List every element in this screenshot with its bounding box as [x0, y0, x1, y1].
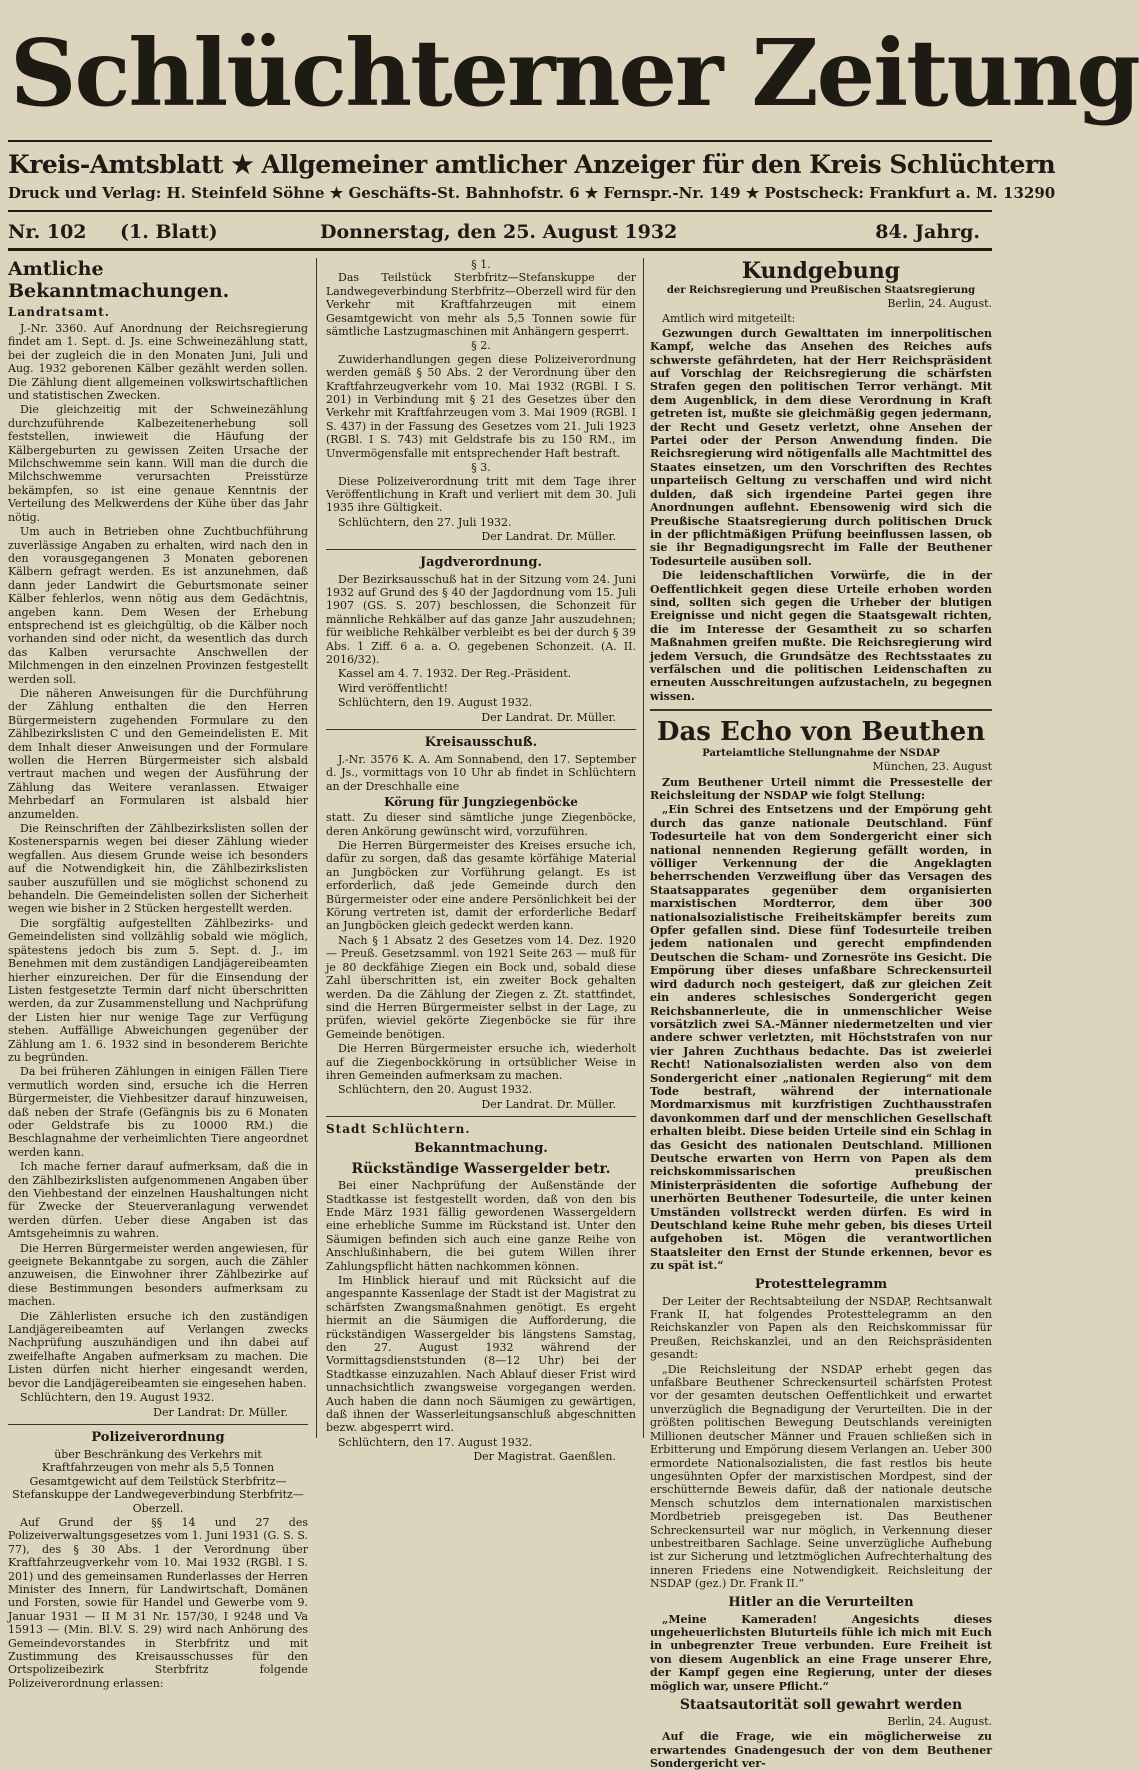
masthead: [0, 0, 1139, 250]
article-body: [650, 1613, 992, 1693]
dateline: Berlin, 24. August.: [887, 1715, 992, 1728]
paragraph: Diese Polizeiverordnung tritt mit dem Tage ihrer Veröffentlichung in Kraft und verliert mit dem 30. Juli 1935 ihre Gültigkeit.: [326, 474, 636, 515]
paragraph-symbol: § 2.: [471, 339, 491, 353]
paragraph: Die näheren Anweisungen für die Durchführung der Zählung enthalten die den Herren Bürgermeistern zugehenden Formulare zu den Zählbezirkslisten C und den Gemeindelisten E. Mit dem Inhalt dieser Anweisungen und der Formulare wollen die Herren Bürgermeister sich alsbald vertraut machen und wegen der Ausführung der Zählung das Weitere veranlassen. Etwaiger Mehrbedarf an Formularen ist alsbald hier anzumelden.: [8, 686, 308, 821]
article-headline: Kundgebung: [741, 258, 901, 284]
volume-year: 84. Jahrg.: [875, 221, 980, 243]
section-heading: Polizeiverordnung: [91, 1429, 225, 1445]
dateline: München, 23. August: [872, 760, 992, 774]
masthead-rule: [8, 248, 992, 251]
divider: [326, 1116, 636, 1117]
paragraph: Die Reinschriften der Zählbezirkslisten sollen der Kostenersparnis wegen bei dieser Zählung wieder wegfallen. Aus diesem Grunde weise ich besonders auf die Notwendigkeit hin, die Zählbezirkslisten sauber auszufüllen und sie möglichst schonend zu behandeln. Die Gemeindelisten sollen der Sicherheit wegen wie bisher in 2 Stücken hergestellt werden.: [8, 822, 308, 916]
paragraph: Auf die Frage, wie ein möglicherweise zu erwartendes Gnadengesuch der von dem Beuthener Sondergericht ver-: [650, 1730, 992, 1771]
subheading: Körung für Jungziegenböcke: [384, 795, 578, 810]
article-headline: Das Echo von Beuthen: [656, 717, 986, 748]
paragraph: Auf Grund der §§ 14 und 27 des Polizeiverwaltungsgesetzes vom 1. Juni 1931 (G. S. S. 77), des § 30 Abs. 1 der Verordnung über Kraftfahrzeugverkehr vom 10. Mai 1932 (RGBl. I S. 201) und des gemeinsamen Runderlasses der Herren Minister des Innern, für Landwirtschaft, Domänen und Forsten, sowie für Handel und Gewerbe vom 9. Januar 1931 — II M 31 Nr. 157/30, I 9248 und Va 15913 — (Min. Bl.V. S. 29) wird nach Anhörung des Gemeindevorstandes in Sterbfritz und mit Zustimmung des Kreisausschusses für den Ortspolizeibezirk Sterbfritz folgende Polizeiverordnung erlassen:: [8, 1515, 308, 1690]
paragraph: Ich mache ferner darauf aufmerksam, daß die in den Zählbezirkslisten aufgenommenen Angaben über den Viehbestand der einzelnen Haushaltungen nicht für Zwecke der Steuerveranlagung verwendet werden dürfen. Ueber diese Angaben ist das Amtsgeheimnis zu wahren.: [8, 1160, 308, 1241]
signature: Der Landrat: Dr. Müller.: [153, 1405, 288, 1419]
subheading: Rückständige Wassergelder betr.: [351, 1161, 611, 1178]
paragraph: Die sorgfältig aufgestellten Zählbezirks- und Gemeindelisten sind vollzählig sobald wie möglich, spätestens jedoch bis zum 5. Sept. d. J., im Benehmen mit dem zuständigen Landjägereibeamten hierher einzureichen. Der für die Einsendung der Listen festgesetzte Termin darf nicht überschritten werden, da zur Zusammenstellung und Nachprüfung der Listen hier nur wenige Tage zur Verfügung stehen. Auffällige Abweichungen gegenüber der Zählung am 1. 6. 1932 sind in besonderem Berichte zu begründen.: [8, 916, 308, 1064]
signature-line: Kassel am 4. 7. 1932. Der Reg.-Präsident.: [338, 667, 572, 681]
divider: [8, 1424, 308, 1425]
column-divider: [316, 258, 317, 1438]
article-subheadline: der Reichsregierung und Preußischen Staatsregierung: [666, 285, 976, 296]
divider: [650, 709, 992, 711]
subheading: Hitler an die Verurteilten: [728, 1594, 914, 1610]
paragraph: Um auch in Betrieben ohne Zuchtbuchführung zuverlässige Angaben zu erhalten, wird nach den in den vorausgegangenen 3 Monaten geborenen Kälbern gefragt werden. Es ist anzunehmen, daß dann jeder Landwirt die Geburtsmonate seiner Kälber fehlerlos, wenn nötig aus dem Gedächtnis, angeben kann. Dem Wesen der Erhebung entsprechend ist es gleichgültig, ob die Kälber noch vorhanden sind oder nicht, da wesentlich das durch das Kalben verursachte Anschwellen der Milchmengen in den einzelnen Provinzen festgestellt werden soll.: [8, 525, 308, 686]
masthead-rule: [8, 210, 992, 212]
article-subheadline: Parteiamtliche Stellungnahme der NSDAP: [702, 748, 940, 760]
paragraph-symbol: § 1.: [471, 258, 491, 271]
section-heading: Jagdverordnung.: [419, 554, 542, 570]
paragraph: Nach § 1 Absatz 2 des Gesetzes vom 14. Dez. 1920 — Preuß. Gesetzsamml. von 1921 Seite 263 — muß für je 80 deckfähige Ziegen ein Bock und, sobald diese Zahl überschritten ist, ein zweiter Bock gehalten werden. Da die Zählung der Ziegen z. Zt. stattfindet, sind die Herren Bürgermeister selbst in der Lage, zu prüfen, wieviel gekörte Ziegenböcke sie für ihre Gemeinde benötigen.: [326, 933, 636, 1041]
sheet-number: (1. Blatt): [120, 221, 218, 243]
signature: Der Magistrat. Gaenßlen.: [473, 1450, 616, 1464]
column-official-notices: [8, 258, 308, 1690]
paragraph: Da bei früheren Zählungen in einigen Fällen Tiere vermutlich worden sind, ersuche ich die Herren Bürgermeister, die Viehbesitzer darauf hinzuweisen, daß neben der Strafe (Gefängnis bis zu 6 Monaten oder Geldstrafe bis zu 10000 RM.) die Beschlagnahme der verheimlichten Tiere angeordnet werden kann.: [8, 1065, 308, 1159]
paragraph: über Beschränkung des Verkehrs mit Kraftfahrzeugen von mehr als 5,5 Tonnen Gesamtgewicht auf dem Teilstück Sterbfritz—Stefanskuppe der Landwegeverbindung Sterbfritz—Oberzell.: [12, 1447, 304, 1515]
paragraph: Die gleichzeitig mit der Schweinezählung durchzuführende Kalbezeitenerhebung soll feststellen, inwieweit die Häufung der Kälbergeburten zu gewissen Zeiten Ursache der Milchschwemme sein kann. Will man die durch die Milchschwemme verursachten Preisstürze bekämpfen, so ist eine genaue Kenntnis der Verteilung des Melkwerdens der Kühe über das Jahr nötig.: [8, 403, 308, 524]
paragraph: Bei einer Nachprüfung der Außenstände der Stadtkasse ist festgestellt worden, daß von den bis Ende März 1931 fällig gewordenen Wassergeldern eine erhebliche Summe im Rückstand ist. Unter den Säumigen befinden sich auch eine ganze Reihe von Anschlußinhabern, die bei gutem Willen ihrer Zahlungspflicht hätten nachkommen können.: [326, 1179, 636, 1273]
paragraph: Im Hinblick hierauf und mit Rücksicht auf die angespannte Kassenlage der Stadt ist der Magistrat zu schärfsten Zwangsmaßnahmen genötigt. Es ergeht hiermit an die Säumigen die Aufforderung, die rückständigen Wassergelder bis längstens Samstag, den 27. August 1932 während der Vormittagsdienststunden (8—12 Uhr) bei der Stadtkasse einzuzahlen. Nach Ablauf dieser Frist wird unnachsichtlich zwangsweise vorgegangen werden. Auch haben die dann noch Säumigen zu gewärtigen, daß ihnen der Wasserleitungsanschluß abgeschnitten bezw. abgesperrt wird.: [326, 1274, 636, 1435]
signature: Der Landrat. Dr. Müller.: [481, 710, 616, 724]
signature-date: Schlüchtern, den 17. August 1932.: [338, 1435, 533, 1449]
paragraph: Zuwiderhandlungen gegen diese Polizeiverordnung werden gemäß § 50 Abs. 2 der Verordnung über den Kraftfahrzeugverkehr vom 10. Mai 1932 (RGBl. I S. 201) in Verbindung mit § 21 des Gesetzes über den Verkehr mit Kraftfahrzeugen vom 3. Mai 1909 (RGBl. I S. 437) in der Fassung des Gesetzes vom 21. Juli 1923 (RGBl. I S. 743) mit Geldstrafe bis zu 150 RM., im Unvermögensfalle mit entsprechender Haft bestraft.: [326, 352, 636, 460]
issue-date: Donnerstag, den 25. August 1932: [320, 221, 678, 243]
divider: [326, 729, 636, 730]
paragraph: Die Zählerlisten ersuche ich den zuständigen Landjägereibeamten auf Verlangen zwecks Nachprüfung auszuhändigen und ihn dabei auf zweifelhafte Angaben aufmerksam zu machen. Die Listen dürfen nicht hierher eingesandt werden, bevor die Landjägereibeamten sie eingesehen haben.: [8, 1309, 308, 1390]
newspaper-subtitle: Kreis-Amtsblatt ★ Allgemeiner amtlicher Anzeiger für den Kreis Schlüchtern: [8, 150, 1056, 179]
signature-date: Schlüchtern, den 19. August 1932.: [338, 696, 533, 710]
dateline: Berlin, 24. August.: [887, 297, 992, 310]
article-body: [650, 776, 992, 1273]
subheading: Bekanntmachung.: [414, 1141, 548, 1157]
paragraph: „Ein Schrei des Entsetzens und der Empörung geht durch das ganze nationale Deutschland. Fünf Todesurteile hat von dem Sondergericht einer sich national nennenden Regierung gefällt worden, in völliger Verkennung der die Angeklagten beherrschenden Verzweiflung über das Versagen des Staatsapparates gegenüber dem organisierten marxistischen Mordterror, dem über 300 nationalsozialistische Freiheitskämpfer bereits zum Opfer gefallen sind. Diese fünf Todesurteile treiben jedem nationalen und gerecht empfindenden Deutschen die Scham- und Zornesröte ins Gesicht. Die Empörung über dieses unfaßbare Schreckensurteil wird dadurch noch gesteigert, daß zur gleichen Zeit ein anderes schlesisches Sondergericht gegen Reichsbannerleute, die in unmenschlicher Weise vorsätzlich zwei SA.-Männer niedermetzelten und vier andere schwer verletzten, mit Höchststrafen von nur vier Jahren Zuchthaus bedachte. Das ist zweierlei Recht! Nationalsozialisten werden also von dem Sondergericht einer „nationalen Regierung“ mit dem Tode bestraft, während der internationale Mordmarxismus mit kurzfristigen Zuchthausstrafen davonkommen darf und der menschlichen Gesellschaft erhalten bleibt. Diese beiden Urteile sind ein Schlag in das Gesicht des nationalen Deutschland. Millionen Deutsche erwarten von Herrn von Papen als dem reichskommissarischen preußischen Ministerpräsidenten die sofortige Aufhebung der unerhörten Beuthener Todesurteile, die unter keinen Umständen vollstreckt werden dürfen. Es wird in Deutschland keine Ruhe mehr geben, bis dieses Urteil aufgehoben ist. Mögen die verantwortlichen Staatsleiter den Ernst der Stunde erkennen, bevor es zu spät ist.“: [650, 803, 992, 1273]
article-body: [650, 1730, 992, 1770]
masthead-rule: [8, 140, 992, 142]
paragraph: „Die Reichsleitung der NSDAP erhebt gegen das unfaßbare Beuthener Schreckensurteil schärfsten Protest vor der gesamten deutschen Oeffentlichkeit und erwartet unverzüglich die Begnadigung der Verurteilten. Die in der größten politischen Bewegung Deutschlands vereinigten Millionen deutscher Männer und Frauen schließen sich in Erbitterung und Empörung diesem Verlangen an. Ueber 300 ermordete Nationalsozialisten, die fast restlos bis heute ungesühnten Opfer der marxistischen Mordpest, sind der erschütternde Beweis dafür, daß der nationale deutsche Mensch schutzlos dem internationalen marxistischen Mordbetrieb preisgegeben ist. Das Beuthener Schreckensurteil war nur möglich, in Verkennung dieser unbestreitbaren Sachlage. Seine unverzügliche Aufhebung ist zur Sicherung und letztmöglichen Aufrechterhaltung des inneren Friedens eine Notwendigkeit. Reichsleitung der NSDAP (gez.) Dr. Frank II.“: [650, 1362, 992, 1591]
article-body: [650, 327, 992, 703]
subheading: Protesttelegramm: [754, 1276, 888, 1292]
paragraph: Der Bezirksausschuß hat in der Sitzung vom 24. Juni 1932 auf Grund des § 40 der Jagdordnung vom 15. Juli 1907 (GS. S. 207) beschlossen, die Schonzeit für männliche Rehkälber auf das ganze Jahr auszudehnen; für weibliche Rehkälber verbleibt es bei der durch § 39 Abs. 1 Ziff. 6 a. a. O. gegebenen Schonzeit. (A. II. 2016/32).: [326, 572, 636, 666]
signature-date: Schlüchtern, den 27. Juli 1932.: [338, 515, 512, 529]
issue-number: Nr. 102: [8, 221, 87, 243]
column-politics: [650, 258, 992, 1771]
signature: Der Landrat. Dr. Müller.: [481, 1097, 616, 1111]
column-divider: [643, 258, 644, 1438]
signature-date: Schlüchtern, den 20. August 1932.: [338, 1083, 533, 1097]
paragraph: Amtlich wird mitgeteilt:: [662, 312, 796, 326]
signature-date: Schlüchtern, den 19. August 1932.: [20, 1391, 215, 1405]
subheading: Staatsautorität soll gewahrt werden: [679, 1697, 963, 1713]
office-heading: Landratsamt.: [8, 305, 110, 319]
paragraph: Wird veröffentlicht!: [338, 681, 448, 695]
dateline: [8, 220, 992, 246]
paragraph: Die leidenschaftlichen Vorwürfe, die in der Oeffentlichkeit gegen diese Urteile erhoben worden sind, sollten sich gegen die Urheber der blutigen Ereignisse und nicht gegen die Staatsgewalt richten, die im Interesse der Gesamtheit zu so scharfen Maßnahmen greifen mußte. Die Reichsregierung wird jedem Versuch, die Grundsätze des Rechtsstaates zu verfälschen und die politischen Leidenschaften zu erneuten Ausschreitungen aufzustacheln, zu begegnen wissen.: [650, 569, 992, 703]
paragraph-symbol: § 3.: [471, 461, 491, 475]
newspaper-title: Schlüchterner Zeitung: [10, 19, 1139, 127]
paragraph: J.-Nr. 3360. Auf Anordnung der Reichsregierung findet am 1. Sept. d. Js. eine Schweinezählung statt, bei der zugleich die in den Monaten Juni, Juli und Aug. 1932 geborenen Kälber gezählt werden sollen. Die Zählung dient allgemeinen volkswirtschaftlichen und statistischen Zwecken.: [8, 322, 308, 403]
paragraph: J.-Nr. 3576 K. A. Am Sonnabend, den 17. September d. Js., vormittags von 10 Uhr ab findet in Schlüchtern an der Dreschhalle eine: [326, 753, 636, 793]
section-heading: Stadt Schlüchtern.: [326, 1122, 471, 1137]
paragraph: Zum Beuthener Urteil nimmt die Pressestelle der Reichsleitung der NSDAP wie folgt Stellung:: [650, 775, 992, 802]
section-heading: Amtliche Bekanntmachungen.: [8, 258, 230, 302]
paragraph: Der Leiter der Rechtsabteilung der NSDAP, Rechtsanwalt Frank II, hat folgendes Protesttelegramm an den Reichskanzler von Papen als den Reichskommissar für Preußen, Reichskanzlei, und an den Reichspräsidenten gesandt:: [650, 1294, 992, 1362]
paragraph: Gezwungen durch Gewalttaten im innerpolitischen Kampf, welche das Ansehen des Reiches aufs schwerste gefährdeten, hat der Herr Reichspräsident auf Vorschlag der Reichsregierung die schärfsten Strafen gegen den politischen Terror verhängt. Mit dem Augenblick, in dem diese Verordnung in Kraft getreten ist, mußte sie gleichmäßig gegen jedermann, der Recht und Gesetz verletzt, ohne Ansehen der Partei oder der Person Anwendung finden. Die Reichsregierung wird nötigenfalls alle Machtmittel des Staates einsetzen, um den Vorschriften des Rechtes unparteiisch Geltung zu verschaffen und wird nicht dulden, daß sich irgendeine Partei gegen ihre Anordnungen auflehnt. Ebensowenig wird sich die Preußische Staatsregierung durch politischen Druck in der pflichtmäßigen Prüfung beeinflussen lassen, ob sie ihr Begnadigungsrecht im Falle der Beuthener Todesurteile ausüben soll.: [650, 326, 992, 568]
paragraph: Das Teilstück Sterbfritz—Stefanskuppe der Landwegeverbindung Sterbfritz—Oberzell wird für den Verkehr mit Kraftfahrzeugen mit einem Gesamtgewicht von mehr als 5,5 Tonnen sowie für sämtliche Lastzugmaschinen mit Anhängern gesperrt.: [326, 271, 636, 339]
paragraph: Die Herren Bürgermeister ersuche ich, wiederholt auf die Ziegenbockkörung in ortsüblicher Weise in ihren Gemeinden aufmerksam zu machen.: [326, 1042, 636, 1082]
paragraph: statt. Zu dieser sind sämtliche junge Ziegenböcke, deren Ankörung gewünscht wird, vorzuführen.: [326, 811, 636, 838]
divider: [326, 549, 636, 550]
section-heading: Kreisausschuß.: [424, 735, 538, 750]
paragraph: Die Herren Bürgermeister des Kreises ersuche ich, dafür zu sorgen, daß das gesamte körfähige Material an Jungböcken zur Vorführung gelangt. Es ist erforderlich, daß jede Gemeinde durch den Bürgermeister oder eine andere Persönlichkeit bei der Körung vertreten ist, damit der erforderliche Bedarf an Jungböcken gleich gedeckt werden kann.: [326, 839, 636, 933]
signature: Der Landrat. Dr. Müller.: [481, 530, 616, 544]
paragraph: „Meine Kameraden! Angesichts dieses ungeheuerlichsten Bluturteils fühle ich mich mit Euch in unbegrenzter Treue verbunden. Eure Freiheit ist von diesem Augenblick an eine Frage unserer Ehre, der Kampf gegen eine Regierung, unter der dieses möglich war, unsere Pflicht.“: [650, 1612, 992, 1693]
publisher-line: Druck und Verlag: H. Steinfeld Söhne ★ Geschäfts-St. Bahnhofstr. 6 ★ Fernspr.-Nr. 149 ★ Postscheck: Frankfurt a. M. 13290: [8, 184, 1056, 202]
paragraph: Die Herren Bürgermeister werden angewiesen, für geeignete Bekanntgabe zu sorgen, auch die Zähler anzuweisen, die Einwohner ihrer Zählbezirke auf diese Bestimmungen besonders aufmerksam zu machen.: [8, 1241, 308, 1309]
column-ordinances: [326, 258, 636, 1464]
